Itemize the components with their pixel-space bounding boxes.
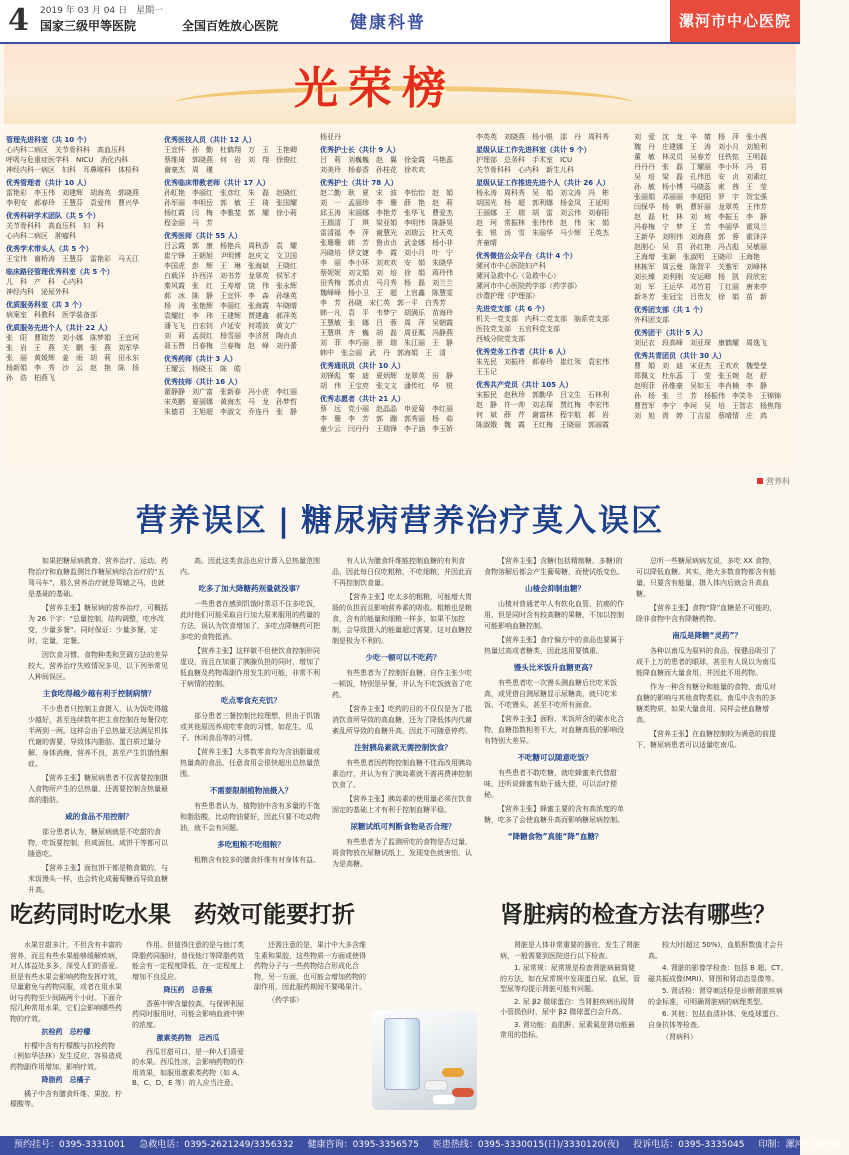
paragraph: 【营养主张】蜂蜜主要的含有高浓度的单糖，吃多了会使血糖升高而影响糖尿病控制。 [484, 805, 624, 824]
honor-names: 孙 杨 张 兰 芳 杨振伟 李笑冬 王锦锦 [634, 392, 781, 400]
honor-names: 王海增 张颖 张淑明 王晓印 王海艳 [634, 253, 760, 261]
honor-names: 赵明菲 孙惟豪 吴如玉 李肖楠 李 静 [634, 382, 767, 390]
honor-names: 陈淑娥 魏 霞 王红梅 王晓丽 郭丽霞 [476, 421, 609, 429]
subheading: 咸的食品不用控制？ [65, 812, 133, 821]
subheading: 馒头比米饭升血糖更高？ [513, 663, 597, 672]
honor-category: 优秀团支部（共 1 个） [634, 306, 707, 314]
honor-names: 雷艳彩 李玉伟 刘建辉 胡海英 郭晓燕 [6, 189, 139, 197]
honor-names: 白载洋 许西洋 刘书芳 龙翠英 侯军才 [164, 272, 297, 280]
honor-names: 邱玉涛 宋丽娜 李艳芳 张华飞 曹爱杰 [320, 209, 453, 217]
paragraph: 肾脏是人体非常重要的器官，发生了肾脏病，一般需要到医院进行以下检查。 [500, 941, 640, 960]
honor-names: 刘锋彪 秦 迪 夏炳辉 龙翠英 田 静 [320, 372, 453, 380]
honor-names: 蔡 远 党小丽 赵晶晶 申爱菊 李红丽 [320, 405, 453, 413]
paragraph: 有些患者为了控制好血糖，自作主张少吃一顿饭，特别是早餐，并认为不吃饭就省了吃药。 [332, 669, 472, 699]
slogan-left: 国家三级甲等医院 [40, 19, 137, 33]
honor-names: 王玉记 [476, 368, 497, 376]
honor-names: 程金丽 马 芳 [164, 219, 213, 227]
honor-names: 赵 静 许一帅 刘志琛 贾红梅 李宏伟 [476, 401, 609, 409]
honor-names: 神经内科一病区 妇科 耳鼻喉科 体检科 [6, 166, 139, 174]
paragraph: 较大时(超过 50%)，血肌酐数值才会升高。 [648, 941, 784, 960]
subheading: 少吃一顿可以不吃药？ [365, 653, 441, 662]
honor-names: 蔡妮妮 刘文娟 刘 培 徐 娟 蒋玲伟 [320, 269, 453, 277]
article3-body [500, 940, 790, 1125]
honor-names: 杨 涛 张艳辉 李丽红 张海霞 车晓晴 [164, 302, 297, 310]
paragraph: 【营养主张】面包饼干都是粮食做的，与米饭馒头一样，也会转化成葡萄糖而导致血糖升高。 [28, 864, 168, 894]
honor-names: 杨永涛 周科秀 吴 娟 刘文涛 冯 彬 [476, 189, 609, 197]
honor-names: 赵 磊 杜 林 刘 坡 李振玉 李 静 [634, 213, 767, 221]
paragraph: 不少患者只控制主食摄入，认为饭吃得越少越好，甚至连续数年把主食控制在每餐仅吃半两到一两。这样会由于总热量无法满足机体代谢的需要，导致体内脂肪、蛋白质过量分解，身体消瘦，营养不良，甚至产生饥饿性酮症。 [28, 705, 168, 768]
honor-category: 优秀微信公众平台（共计 4 个） [476, 252, 577, 260]
subheading: 尿糖试纸可判断食物是否合理？ [350, 822, 456, 831]
honor-names: 张丽娟 邓丽丽 李迎阳 罗 宇 贺宝强 [634, 193, 767, 201]
footer-item: 医患热线：0395-3330015(日)/3330120(夜) [432, 1140, 620, 1150]
honor-names: 杨新娟 李 秀 沙 云 赵 艳 陈 扬 [6, 364, 139, 372]
honor-names: 魏峰峰 杨小卫 王 超 上官鑫 陈慧雯 [320, 289, 453, 297]
honor-names: 杨亚丹 [320, 133, 341, 141]
pill [424, 1080, 448, 1091]
honor-names: 童少云 闫丹丹 王瑞锋 李子涵 李玉娇 [320, 425, 453, 433]
paragraph: 【营养主张】食物“降”血糖是不可能的，除非食物中含有降糖药物。 [636, 604, 777, 623]
footer-item: 预约挂号：0395-3331001 [14, 1140, 126, 1150]
honor-category: 优秀团干（共计 5 人） [634, 329, 707, 337]
subheading: 多吃粗粮不吃细粮？ [217, 840, 285, 849]
honor-names: 王宜怀 孙 勤 杜鹤翔 万 玉 王艳卿 [164, 146, 297, 154]
subheading: 激素类药物 忌西瓜 [156, 1034, 220, 1042]
paragraph: （药学部） [268, 995, 303, 1004]
honor-names: 关节骨科科 心内科 新生儿科 [476, 166, 574, 174]
paragraph: 有人认为膳食纤维能控制血糖的有利食品，因此每日仅吃粗粮，不吃细粮，并因此而不再控制饮食量。 [332, 557, 472, 587]
honor-names: 吕 莉 刘巍巍 赵 翼 徐金霞 马艳蕊 [320, 156, 453, 164]
honor-names: 董 敏 林灵员 吴春芳 任铁铭 王明磊 [634, 153, 767, 161]
subheading: 抗栓药 忌柠檬 [41, 1028, 91, 1036]
honor-names: 刘美玲 杨春香 孙桂花 徐欢欢 [320, 166, 425, 174]
page-number: 4 [8, 3, 29, 38]
banner-title: 光荣榜 [294, 63, 456, 114]
honor-names: 李英英 刘晓燕 杨小银 邵 丹 周科秀 [476, 133, 609, 141]
honor-category: 优秀技师（共计 16 人） [164, 378, 242, 386]
medicine-photo [372, 1010, 477, 1110]
paragraph: 5. 肾活检：肾穿刺活检是诊断肾脏疾病的金标准，可明确肾脏病的病理类型。 [648, 987, 783, 1006]
honor-names: 孙虹艳 李丽红 张彦红 朱 磊 赵晓红 [164, 189, 297, 197]
honor-names: 闫保华 杨 帆 曹轩丽 龙翠英 王伟芳 [634, 203, 767, 211]
honor-names: 赵 珂 常振林 张伟伟 赵 伟 宋 娟 [476, 219, 609, 227]
paragraph: 【营养主张】这样做不但使饮食控制形同虚设，而且在加重了胰腺负担的同时，增加了低血糖及药物毒副作用发生的可能，非常不利于病情的控制。 [180, 647, 320, 688]
honor-names: 赵二勤 耿 夏 宋 波 李怡怡 赵 娟 [320, 189, 453, 197]
article1-column [180, 556, 322, 864]
article1-body [28, 556, 788, 894]
honor-names: 杨红霞 闫 梅 李雅斐 郭 耀 徐小莉 [164, 209, 297, 217]
paragraph: 【营养主张】面粉、米饭所含的碳水化合物，血糖指数相差不大，对血糖高低的影响没有特别大差异。 [484, 715, 624, 745]
honor-column [634, 132, 792, 421]
paragraph: 4. 肾脏的影像学检查：包括 B 超、CT、磁共振成像(MRI)、肾图和肾动态显像等。 [648, 964, 788, 983]
honor-names: 王慧敏 张 娜 吕 蓉 周 萍 吴朝霞 [320, 319, 453, 327]
pill [452, 1088, 474, 1097]
honor-names: 张 岩 王 燕 关 鹏 张 燕 刘军华 [6, 344, 139, 352]
honor-names: 西城分院党支部 [476, 335, 525, 343]
honor-names: 魏 丹 庄建娜 王 涛 刘小月 刘旭利 [634, 143, 767, 151]
honor-names: 张 锐 汤 雪 朱丽华 马少辉 王英杰 [476, 229, 609, 237]
honor-names: 曹晋军 李宁 李珂 吴 培 王智志 杨焦翔 [634, 402, 781, 410]
paragraph: 【营养主张】糖尿病的营养治疗，可概括为 26 个字：“总量控制，结构调整，吃序改变，少量多餐”。同时保证：少量多餐，定时，定量，定餐。 [28, 604, 168, 645]
slogan-right: 全国百姓放心医院 [182, 19, 279, 33]
honor-names: 王瑞清 丁 琪 梁亚娟 李明伟 陈静昊 [320, 219, 453, 227]
honor-names: 外科团支部 [634, 316, 669, 324]
honor-names: 李 珊 李 芳 郭 蹦 郭秀丽 杨 茹 [320, 415, 453, 423]
honor-names: 王新华 刘明伟 刘海燕 郭 蓉 霍泽洋 [634, 233, 767, 241]
paragraph: 【营养主张】糖尿病患者不仅需要控制摄入食物所产生的总热量，还需要控制含热量最高的脂肪。 [28, 774, 168, 804]
paragraph: 一些患者在感到饥饿时常忍不住多吃饭，此时他们可能采取自行加大原来服用的药量的方法，误认为饮食增加了，多吃点降糖药可把多吃的食物抵消。 [180, 600, 320, 641]
subheading: 南瓜是降糖“灵药”？ [672, 631, 742, 640]
paragraph: 【营养主张】吃药的目的不仅仅是为了抵消饮食所导致的高血糖，还为了降低体内代谢紊乱所导致的血糖升高，因此不可随意停药。 [332, 705, 472, 735]
column-tag: 营养科 [757, 476, 790, 487]
honor-column [476, 132, 628, 430]
honor-names: 漯河急救中心（急救中心） [476, 272, 560, 280]
honor-names: 刘 爱 沈 龙 辛 婧 杨 萍 张小茜 [634, 133, 767, 141]
article1-title-left: 营养误区 [135, 503, 268, 539]
subheading: 降脂药 忌橘子 [41, 1076, 91, 1084]
honor-names: 林栋军 周云曼 陈智平 关雅军 刘峰林 [634, 263, 767, 271]
paragraph: 【营养主张】食疗偏方中的食品也要属于热量过高或者糖类，因此选用要慎重。 [484, 636, 624, 655]
honor-names: 刘长臻 刘利刚 安运卿 杨 凯 段欣宏 [634, 273, 767, 281]
paragraph: 2. 尿 β2 微球蛋白：当肾脏疾病出现肾小管损伤时，尿中 β2 微球蛋白会升高。 [500, 997, 635, 1016]
article2-column [254, 940, 366, 1125]
issue-date: 2019 年 03 月 04 日 星期一 [40, 6, 164, 16]
pill [442, 1068, 464, 1077]
honor-names: 刘 菲 李巧丽 景 瑞 朱江丽 王 静 [320, 339, 453, 347]
honor-names: 秦风霞 张 红 王寿增 饶 伟 张永辉 [164, 282, 297, 290]
paragraph: 如果把糖尿病教育、营养治疗、运动、药物治疗和血糖监测比作糖尿病综合治疗的“五驾马车”，那么营养治疗就是驾辕之马，也就是基础的基础。 [28, 557, 168, 598]
page-footer [0, 1136, 849, 1155]
honor-names: 刘记衣 段高峰 刘亚琛 康鹤耀 周逸飞 [634, 339, 767, 347]
paragraph: 因饮食习惯、食物种类和烹调方法的差异较大，营养治疗失败情况多见，以下列举常见人种间误区。 [28, 651, 168, 681]
honor-names: 王耀云 杨晓玉 陈 皓 [164, 365, 241, 373]
article2-column [132, 940, 244, 1125]
honor-names: 潘飞飞 白宏钊 卢延安 何靖波 黄文广 [164, 322, 297, 330]
honor-names: 心内科二病区 关节骨科科 高血压科 [6, 146, 125, 154]
paragraph: 高。因此这类食品也应计算入总热量范围内。 [180, 557, 320, 576]
honor-names: 医技党支部 五官科党支部 [476, 325, 560, 333]
title-divider: | [277, 503, 292, 539]
honor-names: 李 芳 孙晓 宋仁英 郭一平 白秀芳 [320, 299, 446, 307]
honor-names: 神经内科 泌尿外科 [6, 288, 69, 296]
honor-names: 机关一党支部 内科二党支部 脑系党支部 [476, 315, 609, 323]
honor-names: 李 丽 李小环 刘欢欢 安 娟 朱晓华 [320, 259, 453, 267]
honor-names: 王宝伟 谢桥涛 王慧芬 雷艳彩 马天江 [6, 255, 139, 263]
honor-roll [4, 126, 796, 468]
paragraph: 【营养主张】含糖(包括精制糖、多糖)的食物溶解后都会产生葡萄糖，而使试纸变色。 [484, 557, 624, 576]
honor-names: 蔡维琦 郭晓燕 何 岩 刘 翔 徐俊红 [164, 156, 297, 164]
section-title: 健康科普 [350, 13, 426, 33]
honor-category: 优秀医师（共计 55 人） [164, 232, 242, 240]
honor-names: 韩中 张会丽 武 丹 郭海娟 王 清 [320, 349, 446, 357]
honor-column [320, 132, 472, 434]
honor-names: 韩一凡 袁 平 韦梦宁 胡满乐 苗海玲 [320, 309, 453, 317]
honor-category: 优秀科研学术团队（共 5 个） [6, 212, 100, 220]
honor-banner [4, 44, 796, 124]
honor-names: 聂玉赞 吕春梅 兰春梅 赵 峰 刘丹蕾 [164, 342, 297, 350]
paragraph: 【营养主张】大多数零食均为含油脂量或热量高的食品，任意食用会很快超出总热量范围。 [180, 748, 320, 778]
paragraph: 有些患者因药物控制血糖不佳而改用胰岛素治疗，并认为有了胰岛素就不需再费神控制饮食了。 [332, 759, 472, 789]
subheading: 山楂会抑制血糖？ [525, 584, 585, 593]
honor-names: 新冬芳 张冠宝 吕贵友 徐 娟 苗 新 [634, 293, 767, 301]
subheading: 降压药 忌香蕉 [163, 986, 213, 994]
honor-names: 刘 一 孟丽珍 李 珊 薛 艳 赵 莉 [320, 199, 453, 207]
honor-names: 刘 旭 胥 婷 丁吉星 蔡晴情 庄 鸿 [634, 412, 767, 420]
paragraph: 【营养主张】吃太多的粗粮，可能增大胃肠的负担而且影响营养素的吸收。粗粮也是粮食，含有的能量和细粮一样多，如果不加控制，会导致摄入的能量超过需要，这对血糖控制是极为不利的。 [332, 593, 472, 645]
honor-names: 关节骨科科 高血压科 妇 科 [6, 222, 104, 230]
honor-names: 崔宁锋 王朝旭 尹明博 赵庆文 文卫国 [164, 252, 297, 260]
article1-column [636, 556, 778, 861]
honor-names: 宋英鹏 夏丽娜 黄海杰 马 龙 孙梦哲 [164, 398, 297, 406]
honor-category: 优秀医技人员（共计 12 人） [164, 136, 256, 144]
honor-names: 王丽娜 王 瑞 胡 雷 刘云伟 刘春阳 [476, 209, 609, 217]
honor-category: 星级认证工作先进科室（共计 9 个） [476, 146, 591, 154]
honor-names: 齐童晴 [476, 239, 497, 247]
honor-category: 优秀管理者（共计 10 人） [6, 179, 91, 187]
paragraph: 有些患者吃一次馒头测血糖后比吃米饭高，或凭借自测尿糖显示尿糖高，就只吃米饭、不吃馒头，甚至不吃所有面食。 [484, 679, 617, 709]
honor-names: 张 阳 曹瑞芳 刘小娜 陈梦娟 王宜珂 [6, 334, 139, 342]
subheading: 吃多了加大降糖药剂量就没事？ [198, 584, 304, 593]
footer-item: 印制：漯河日报印刷厂 [758, 1140, 849, 1150]
honor-names: 漯河市中心医院药学部（药学部） [476, 282, 581, 290]
honor-names: 刘 莉 孟叔红 杨雪丽 李济贤 陶贞贞 [164, 332, 297, 340]
honor-category: 优质服务先进个人（共计 22 人） [6, 324, 112, 332]
honor-names: 朱德君 王旭超 李淑文 乔连丹 张 静 [164, 408, 297, 416]
honor-names: 郑佩文 杜东蕊 丁 莹 张玉婉 赵 舒 [634, 372, 767, 380]
article1-headline [0, 492, 800, 550]
paragraph: 6. 其他：包括血清补体、免疫球蛋白、自身抗体等检查。 [648, 1010, 783, 1029]
footer-item: 急救电话：0395-2621249/3356332 [139, 1140, 294, 1150]
honor-category: 优秀学术带头人（共 5 个） [6, 245, 93, 253]
honor-names: 吕云霞 郭 康 杨艳兵 周秋香 袁 耀 [164, 242, 297, 250]
paragraph: 西瓜甘甜可口，是一种人们喜爱的水果。西瓜性凉，会影响药物的作用效果，如服用激素类药物（如 A、B、C、D、E 等）的人应当注意。 [132, 1047, 245, 1087]
paragraph: （肾病科） [662, 1033, 697, 1041]
paragraph: 山楂对普通老年人有软化血管、抗癌的作用，但是同时含有较高糖的果糖，不加以控制可能影响血糖控制。 [484, 600, 624, 630]
paragraph: 【营养主张】胰岛素的使用量必须在饮食固定的基础上才有利于控制血糖平稳。 [332, 795, 472, 814]
paragraph: 部分患者认为，糖尿病就是不吃甜的食物，吃饭要控制，但咸面包、咸饼干等都可以随意吃。 [28, 828, 168, 858]
honor-names: 曹 娟 刘 迪 宋亚杰 王欢欢 魏瑩瑩 [634, 362, 767, 370]
honor-names: 护理部 总务科 手术室 ICU [476, 156, 573, 164]
honor-names: 赵刚心 吴 君 孙红艳 冯占彪 吴敏丽 [634, 243, 767, 251]
paragraph: 部分患者三餐控制比较理想，但由于饥饿或其他原因养成吃零食的习惯，如花生、瓜子、休闲食品等的习惯。 [180, 712, 320, 742]
paragraph: 橘子中含有膳食纤维、果胶、柠檬酸等。 [10, 1089, 122, 1108]
article3-column [648, 940, 788, 1125]
honor-names: 郝 冰 陈 静 王宜怀 李 森 孙继英 [164, 292, 297, 300]
honor-category: 优秀护士（共计 78 人） [320, 179, 398, 187]
honor-column [6, 132, 158, 383]
subheading: 吃点零食充充饥？ [221, 696, 281, 705]
article3-column [500, 940, 640, 1125]
paragraph: 作为一种含有糖分和能量的食物，南瓜对血糖的影响与其他食物类似。南瓜中含有的多糖类物质，如果大量食用，同样会使血糖增高。 [636, 683, 776, 724]
honor-category: 优质服务科室（共 3 个） [6, 301, 86, 309]
honor-names: 雷清福 李 萍 谢慧光 刘瑞云 杜天英 [320, 229, 453, 237]
subheading: 注射胰岛素就无需控制饮食？ [354, 743, 452, 752]
article1-title-right: 糖尿病营养治疗莫入误区 [301, 503, 665, 539]
paragraph: 总听一些糖尿病病友说，多吃 XX 食物，可以降低血糖。其实，绝大多数食物都含有能量，只要含有能量，摄入体内后就会升高血糖。 [636, 557, 777, 598]
footer-item: 投诉电话：0395-3335045 [633, 1140, 745, 1150]
honor-names: 田秀梅 郭贞贞 马月秀 杨 磊 刘兰兰 [320, 279, 453, 287]
honor-names: 胡 伟 王宝亮 张文文 潘传红 华 锐 [320, 382, 453, 390]
honor-category: 优秀临床带教老师（共计 17 人） [164, 179, 270, 187]
honor-names: 丹丹丹 张 磊 丁耀丽 李小环 冯 君 [634, 163, 767, 171]
honor-category: 优秀通讯员（共计 10 人） [320, 362, 405, 370]
footer-item: 健康咨询：0395-3356575 [307, 1140, 419, 1150]
honor-names: 何 斌 薛 芹 谢富林 程宇航 郝 岩 [476, 411, 609, 419]
subheading: 不需要限制植物油摄入？ [209, 786, 293, 795]
honor-names: 翟静静 刘广富 张新春 冯小虎 李红丽 [164, 388, 297, 396]
subheading: 主食吃得越少越有利于控制病情？ [42, 689, 156, 698]
honor-names: 胡国光 杨 超 郭利娜 杨金凤 王延明 [476, 199, 609, 207]
honor-category: 星级认证工作推进先进个人（共计 26 人） [476, 179, 610, 187]
article3-headline: 肾脏病的检查方法有哪些？ [500, 902, 776, 928]
honor-names: 李国虎 彭 辉 王 琳 张海斌 王晓红 [164, 262, 297, 270]
honor-names: 袁耀红 李 玮 王建辉 贾建鑫 郝萍英 [164, 312, 297, 320]
honor-category: 管理先进科室（共 10 个） [6, 136, 91, 144]
honor-category: 先进党支部（共 6 个） [476, 305, 549, 313]
honor-names: 李利安 郝春玲 王慧芬 袁爱伟 曹兴华 [6, 199, 139, 207]
honor-names: 心内科二病区 肿瘤科 [6, 232, 76, 240]
honor-names: 漯河市中心医院妇产科 [476, 262, 546, 270]
honor-names: 呼吸与危重症医学科 NICU 消化内科 [6, 156, 129, 164]
article1-column [332, 556, 474, 868]
honor-names: 冯春梅 宁 梦 王 芳 李丽华 霍凤兰 [634, 223, 767, 231]
honor-names: 王慧琪 齐 巍 胡 磊 周亚粼 冯静燕 [320, 329, 453, 337]
honor-category: 优秀药师（共计 3 人） [164, 355, 237, 363]
paragraph: 还需注意的是，果汁中大多含维生素和果胶，这些物质一方面或使得药物分子与一些药物结合形成化合物，另一方面，也可能会增加药物的副作用，因此服药期间不要喝果汁。 [254, 941, 366, 991]
honor-names: 张 丽 黄媛辉 姜 雨 胡 莉 田永东 [6, 354, 139, 362]
honor-names: 孙 浩 柏燕飞 [6, 374, 55, 382]
hospital-logo: 漯河市中心医院 [670, 0, 800, 42]
honor-category: 优秀护士长（共计 9 人） [320, 146, 400, 154]
honor-names: 孙军丽 李明岳 郭 敏 王 琦 张国耀 [164, 199, 297, 207]
water-glass [384, 1018, 420, 1090]
honor-column [164, 132, 316, 417]
paragraph: 【营养主张】在血糖控制较为满意的前提下，糖尿病患者可以适量吃南瓜。 [636, 730, 776, 749]
paragraph: 1. 尿常规：尿常规是检查肾脏病最简便的方法，如在尿常规中发现蛋白尿、血尿、管型尿等均提示肾脏可能有问题。 [500, 964, 640, 993]
honor-category: 临床路径管理优秀科室（共 5 个） [6, 268, 114, 276]
honor-category: 优秀共青团员（共计 30 人） [634, 352, 726, 360]
paragraph: 水果甘甜多汁，不但含有丰富的营养，而且有些水果能够缓解疾病，对人体益处多多，深受人们的喜爱。但是有些水果会影响药物发挥疗效，尽量避免与药物同服，或者在用水果时与药物至少间隔两个小时。下面介绍几种常用水果，它们会影响哪些药物的疗效。 [10, 941, 122, 1023]
honor-names: 朱先民 刘振玲 郝春玲 崔红领 袁宏伟 [476, 358, 609, 366]
subheading: “降糖食物”真能“降”血糖？ [507, 832, 603, 841]
honor-category: 优秀志愿者（共计 21 人） [320, 395, 405, 403]
honor-names: 孙 敏 杨小博 马晓蕊 索 茜 王 莹 [634, 183, 767, 191]
paragraph: 各种以南瓜为原料的食品，保健品吸引了成千上万的患者的眼球，甚至有人误以为南瓜能降血糖而大量食用，并因此不用药物。 [636, 647, 776, 677]
page-header [0, 0, 800, 44]
paragraph: 有些患者为了监测所吃的食物是否过量，将食物放在尿糖试纸上，发现变色就害怕，认为是高糖。 [332, 838, 472, 868]
paragraph: 柠檬中含有柠檬酸与抗栓药物（例如华法林）发生反应，容易造成药物副作用增加，影响疗效。 [10, 1041, 122, 1071]
honor-category: 优秀共产党员（共计 105 人） [476, 381, 573, 389]
honor-names: 刘 军 王运华 邓竹君 丁红丽 唐来亭 [634, 283, 767, 291]
honor-category: 优秀党务工作者（共计 6 人） [476, 348, 570, 356]
article2-headline: 吃药同时吃水果 药效可能要打折 [10, 902, 355, 928]
honor-names: 沙澧护理（护理部） [476, 292, 539, 300]
article1-column [28, 556, 170, 894]
article2-column [10, 940, 122, 1125]
paragraph: 香蕉中钾含量较高，与保钾利尿药同时服用时，可能会影响血液中钾的浓度。 [132, 999, 244, 1029]
subheading: 不吃糖可以随意吃饭？ [517, 753, 593, 762]
honor-names: 宋振民 赵秋珍 郭勤华 吕文生 石林利 [476, 391, 609, 399]
honor-names: 病案室 科教科 医学装备部 [6, 311, 97, 319]
paragraph: 有些患者认为，植物油中含有多量的不饱和脂肪酸，比动物油要好，因此只要不吃动物油，就不会有问题。 [180, 802, 320, 832]
honor-names: 冯晓培 伊文婕 李 霞 刘小月 叶 宁 [320, 249, 453, 257]
paragraph: 有些患者不敢吃糖，就吃蜂蜜来代替甜味，还听说蜂蜜有助于通大便，可以治疗便秘。 [484, 769, 617, 799]
honor-names: 张珊珊 韩 芳 鲁贞贞 武金娜 杨小非 [320, 239, 453, 247]
article1-column [484, 556, 626, 861]
paragraph: 粗粮含有较多的膳食纤维有对身体有益。 [194, 856, 320, 864]
paragraph: 作用。但值得注意的是与他汀类降脂药同服时，普伐他汀等降脂药效能会有一定程度降低，在一定程度上增加不良反应。 [132, 941, 244, 981]
honor-names: 谢豪杰 周 瑾 [164, 166, 213, 174]
honor-names: 儿 科 产 科 心内科 [6, 278, 83, 286]
paragraph: 3. 肾功能：血肌酐、尿素氮是肾功能最常用的指标。 [500, 1020, 635, 1039]
honor-names: 吴 培 梁 磊 孔伟迅 安 贞 刘素红 [634, 173, 767, 181]
